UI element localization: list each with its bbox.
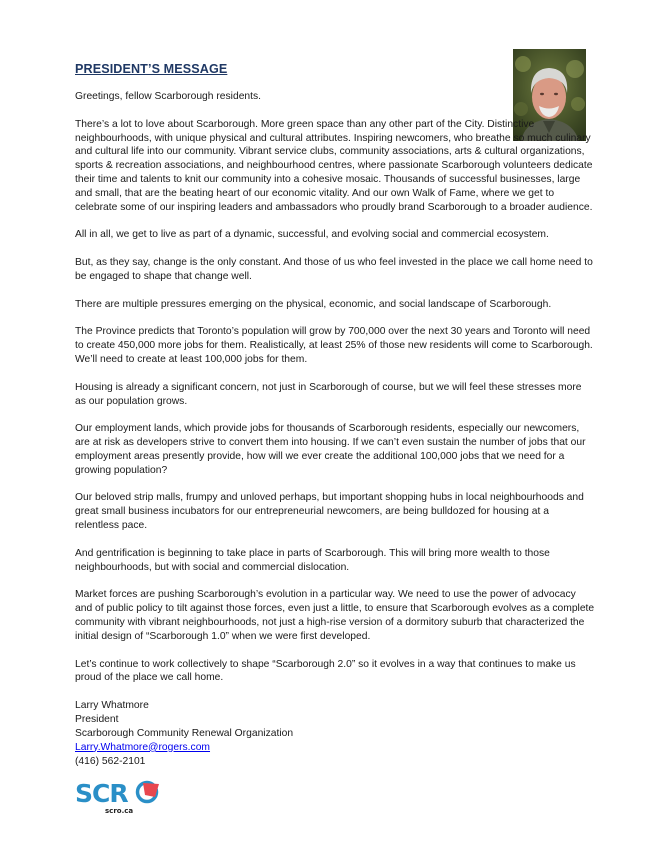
signature-phone: (416) 562-2101 bbox=[75, 755, 146, 767]
email-link[interactable]: Larry.Whatmore@rogers.com bbox=[75, 741, 211, 753]
logo-letters: SCR bbox=[75, 779, 128, 808]
logo-url: scro.ca bbox=[105, 807, 134, 815]
page-title: PRESIDENT’S MESSAGE bbox=[75, 62, 228, 76]
paragraph: Let’s continue to work collectively to shape “Scarborough 2.0” so it evolves in a way that continues to make us proud of the place we call home. bbox=[75, 658, 576, 684]
paragraph: Our beloved strip malls, frumpy and unloved perhaps, but important shopping hubs in local neighbourhoods and great small business incubators for our entrepreneurial newcomers, are being bulldozed for housing at a relentless pace. bbox=[75, 492, 584, 532]
signature-organization: Scarborough Community Renewal Organization bbox=[75, 727, 294, 739]
paragraph: Market forces are pushing Scarborough’s evolution in a particular way. We need to use the power of advocacy and of public policy to tilt against those forces, even just a little, to ensure that Scarborough evolves as a complete community with vibrant neighbourhoods, not just a high-rise version of a dormitory suburb that characterized the initial design of “Scarborough 1.0” when we were first developed. bbox=[75, 589, 595, 642]
signature-name: Larry Whatmore bbox=[75, 700, 149, 712]
paragraph: But, as they say, change is the only constant. And those of us who feel invested in the place we call home need to be engaged to shape that change well. bbox=[75, 257, 593, 282]
signature-role: President bbox=[75, 713, 119, 725]
paragraph: The Province predicts that Toronto’s population will grow by 700,000 over the next 30 years and Toronto will need to create 450,000 more jobs for them. Realistically, at least 25% of those new residents will come to Scarborough. We’ll need to create at least 100,000 jobs for them. bbox=[75, 326, 593, 366]
paragraph: Our employment lands, which provide jobs for thousands of Scarborough residents, especially our newcomers, are at risk as developers strive to convert them into housing. If we can’t even sustain the number of jobs that our employment areas presently provide, how will we ever create the additional 100,000 jobs that we need for a growing population? bbox=[75, 423, 586, 476]
greeting: Greetings, fellow Scarborough residents. bbox=[75, 91, 262, 102]
message-body bbox=[75, 90, 595, 768]
scro-logo bbox=[75, 779, 165, 815]
signature-block bbox=[75, 699, 595, 768]
paragraph: All in all, we get to live as part of a dynamic, successful, and evolving social and commercial ecosystem. bbox=[75, 229, 549, 241]
paragraph: There’s a lot to love about Scarborough. More green space than any other part of the City. Distinctive neighbourhoods, with unique physical and cultural attributes. Inspiring newcomers, who breathe so much culinary and cultural life into our community. Vibrant service clubs, community associations, arts & cultural organizations, sports & recreation associations, and neighbourhood centres, where passionate Scarborough volunteers dedicate their time and talents to knit our community into a cohesive mosaic. Thousands of successful businesses, large and small, that are the beating heart of our economic vitality. And our own Walk of Fame, where we get to celebrate some of our inspiring leaders and ambassadors who proudly brand Scarborough to a broader audience. bbox=[75, 118, 593, 213]
paragraph: Housing is already a significant concern, not just in Scarborough of course, but we will feel these stresses more as our population grows. bbox=[75, 381, 582, 407]
paragraph: And gentrification is beginning to take place in parts of Scarborough. This will bring more wealth to those neighbourhoods, but with social and commercial dislocation. bbox=[75, 547, 550, 573]
paragraph: There are multiple pressures emerging on the physical, economic, and social landscape of Scarborough. bbox=[75, 298, 552, 310]
